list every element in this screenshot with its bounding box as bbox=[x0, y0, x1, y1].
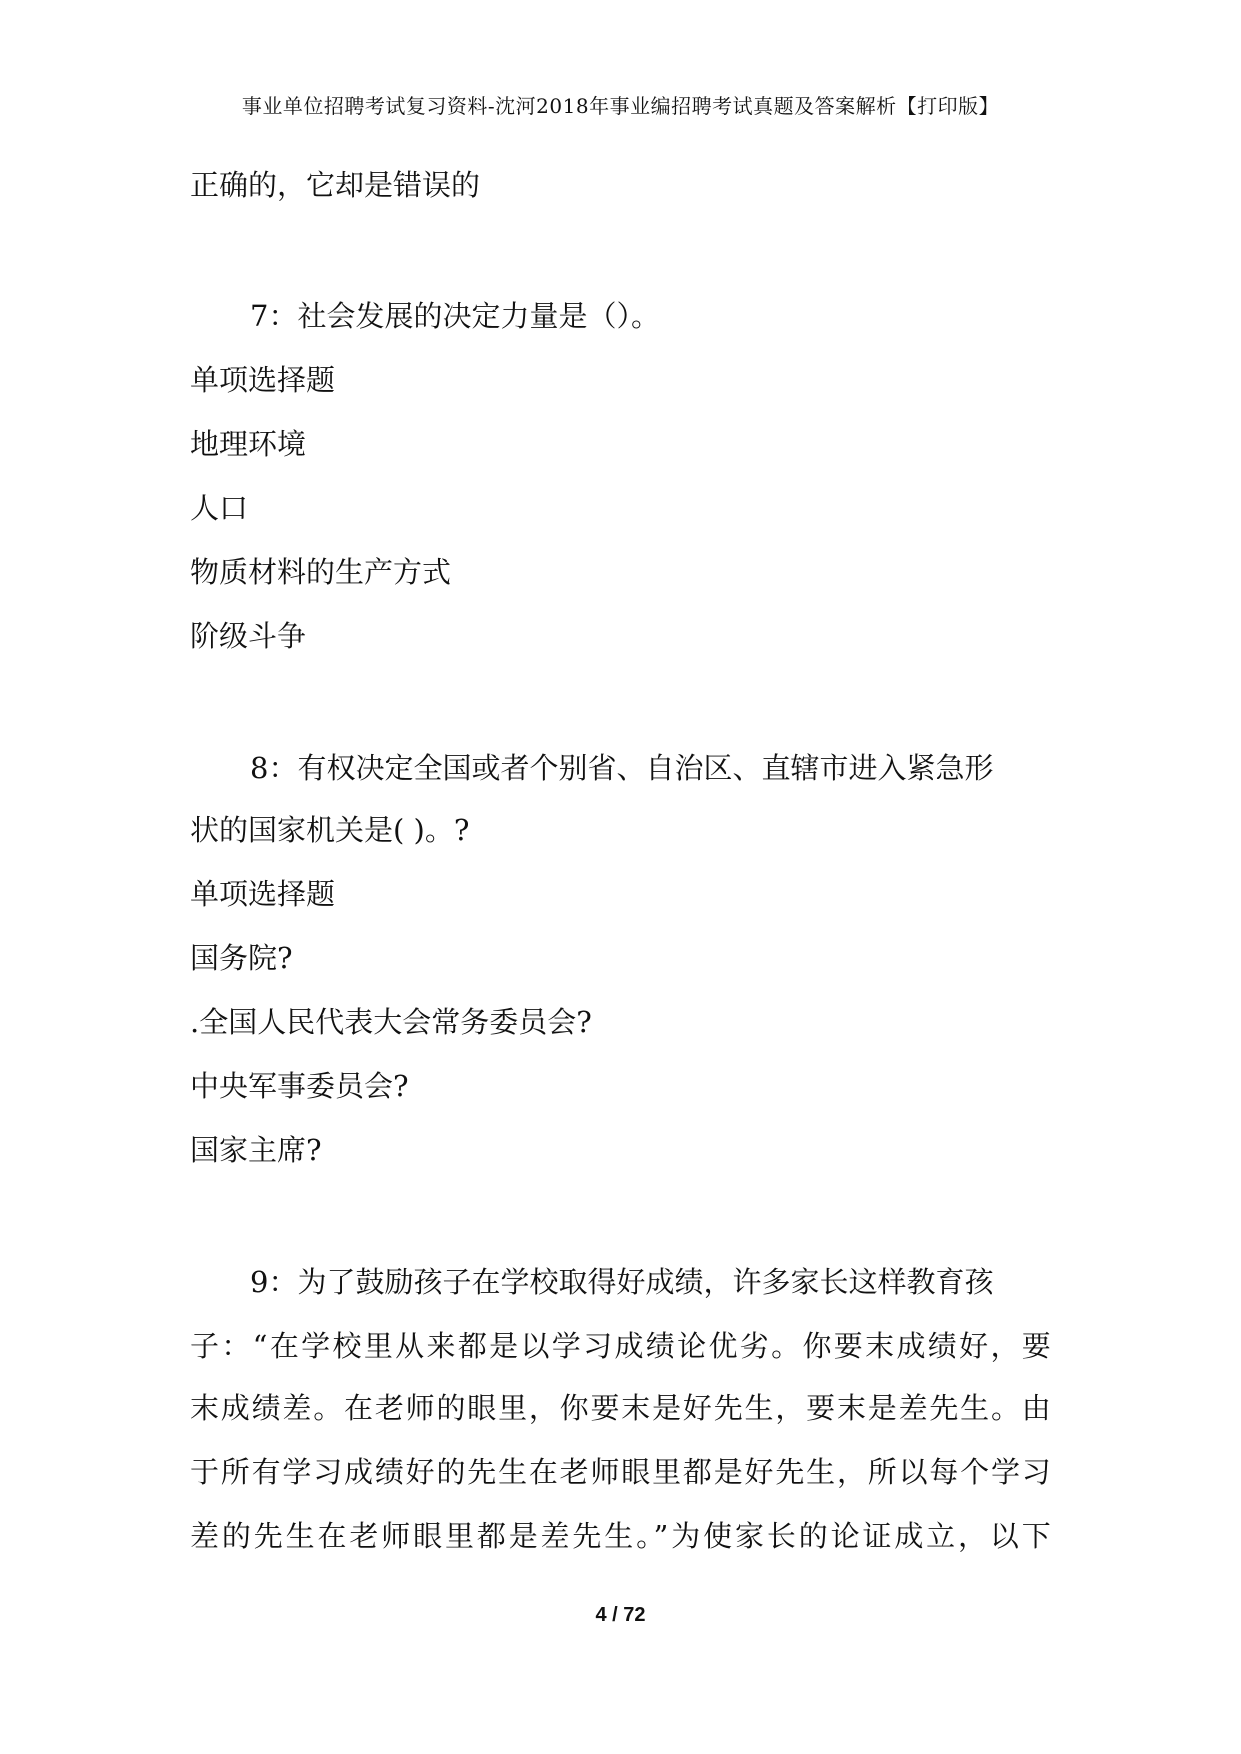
question-9-line-3: 末成绩差。在老师的眼里，你要末是好先生，要末是差先生。由 bbox=[190, 1391, 1051, 1425]
question-9-line-1: 9：为了鼓励孩子在学校取得好成绩，许多家长这样教育孩 bbox=[250, 1265, 994, 1299]
page-number: 4 / 72 bbox=[595, 1604, 646, 1626]
previous-answer-tail: 正确的，它却是错误的 bbox=[190, 168, 481, 202]
question-8-stem-line-1: 8：有权决定全国或者个别省、自治区、直辖市进入紧急形 bbox=[250, 751, 994, 785]
question-9-line-2: 子：“在学校里从来都是以学习成绩论优劣。你要末成绩好，要 bbox=[190, 1329, 1051, 1363]
question-7-option-b: 人口 bbox=[190, 491, 249, 525]
question-8-option-c: 中央军事委员会? bbox=[190, 1069, 409, 1103]
question-8-option-a: 国务院? bbox=[190, 941, 293, 975]
question-9-line-5: 差的先生在老师眼里都是差先生。”为使家长的论证成立，以下 bbox=[190, 1519, 1051, 1553]
question-8-stem-line-2: 状的国家机关是( )。? bbox=[190, 813, 470, 847]
question-9-line-4: 于所有学习成绩好的先生在老师眼里都是好先生，所以每个学习 bbox=[190, 1455, 1051, 1489]
question-8-type: 单项选择题 bbox=[190, 877, 336, 911]
question-7-type: 单项选择题 bbox=[190, 363, 336, 397]
question-7-option-a: 地理环境 bbox=[190, 427, 307, 461]
question-8-option-b: .全国人民代表大会常务委员会? bbox=[190, 1005, 592, 1039]
question-7-option-d: 阶级斗争 bbox=[190, 619, 307, 653]
question-7-stem: 7：社会发展的决定力量是（）。 bbox=[250, 299, 660, 333]
page-header: 事业单位招聘考试复习资料-沈河2018年事业编招聘考试真题及答案解析【打印版】 bbox=[241, 94, 1000, 118]
question-8-option-d: 国家主席? bbox=[190, 1133, 322, 1167]
question-7-option-c: 物质材料的生产方式 bbox=[190, 555, 452, 589]
